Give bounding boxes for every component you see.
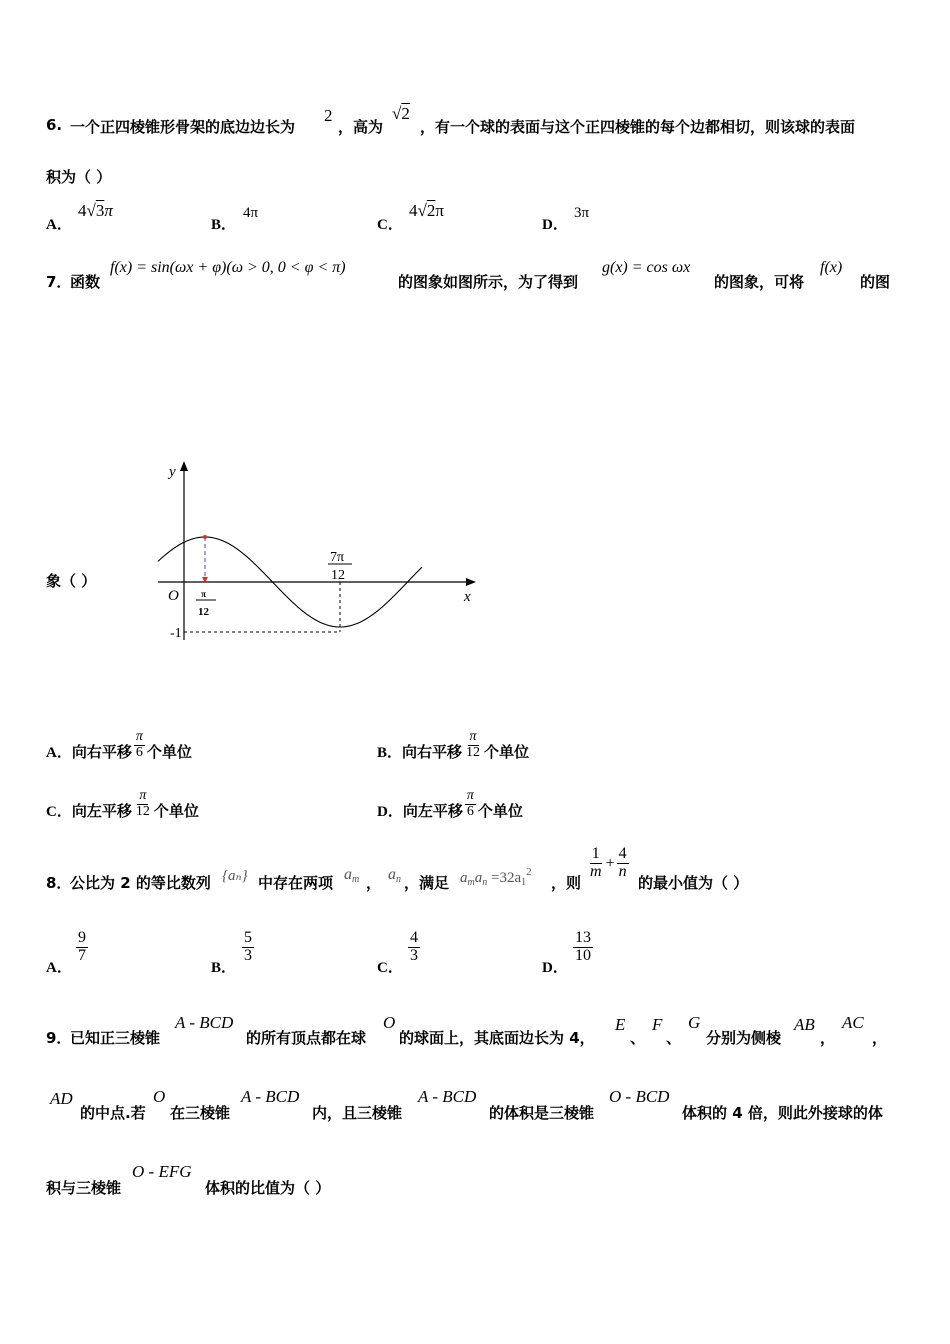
- q7-d-post: 个单位: [477, 802, 523, 820]
- q7-a-label: A．: [46, 745, 72, 761]
- q7-func-g: g(x) = cos ωx: [602, 259, 691, 276]
- q8-option-c-label: C．: [377, 960, 403, 976]
- q8-am-base: a: [344, 866, 352, 883]
- q7-sine-graph: [150, 455, 490, 655]
- q7-option-b: [377, 729, 530, 762]
- q9-text-g: 内，且三棱锥: [312, 1104, 403, 1122]
- q8-plus: +: [605, 854, 615, 872]
- q8-an: [388, 866, 401, 885]
- tick2-den: 12: [331, 568, 345, 583]
- q8-option-a-label: A．: [46, 960, 72, 976]
- q9-text-c: 的球面上，其底面边长为 4，: [399, 1029, 595, 1047]
- q9-math-o2: O: [153, 1087, 166, 1106]
- q7-func-f: f(x) = sin(ωx + φ)(ω > 0, 0 < φ < π): [110, 259, 346, 276]
- q7-b-den: 12: [466, 745, 481, 760]
- q8-frac1-num: 1: [591, 845, 600, 862]
- q7-d-num: π: [466, 788, 474, 804]
- q9-number: 9．: [46, 1029, 72, 1047]
- q7-d-den: 6: [466, 804, 474, 819]
- q7-c-den: 12: [135, 804, 150, 819]
- q8-sum-expr: [586, 846, 631, 881]
- q8-option-b-frac: [242, 930, 254, 965]
- q8-cond-a: a: [460, 870, 468, 886]
- q8-an-sub: n: [396, 874, 401, 885]
- q8-frac2-den: n: [618, 862, 627, 880]
- q8-b-num: 5: [244, 929, 252, 946]
- q8-option-c-frac: [408, 930, 420, 965]
- q7-number: 7．: [46, 273, 72, 291]
- q9-text-h: 的体积是三棱锥: [489, 1104, 595, 1122]
- q7-option-a: [46, 729, 192, 762]
- q9-text-f: 在三棱锥: [170, 1104, 231, 1122]
- q7-text-b: 的图象如图所示，为了得到: [398, 273, 579, 291]
- q9-text-d: 分别为侧棱: [706, 1029, 782, 1047]
- q7-a-post: 个单位: [146, 743, 192, 761]
- q6-c-radicand: 2: [426, 201, 436, 220]
- q6-option-a-expr: 4√3π: [78, 201, 113, 220]
- q8-frac1-den: m: [590, 862, 602, 880]
- q8-number: 8．: [46, 874, 72, 892]
- q9-math-abcd: A - BCD: [175, 1013, 234, 1032]
- q6-option-b-label: B．: [211, 217, 237, 233]
- q6-a-tail: π: [104, 201, 113, 220]
- q8-seq: {aₙ}: [222, 868, 248, 884]
- q9-math-e: E: [615, 1015, 626, 1034]
- q9-math-abcd3: A - BCD: [418, 1087, 477, 1106]
- q7-text-d: 的图: [860, 273, 891, 291]
- q8-frac2-num: 4: [618, 845, 627, 862]
- q7-func-f2: f(x): [820, 259, 843, 276]
- q9-math-oefg: O - EFG: [132, 1162, 192, 1181]
- q6-option-b-expr: 4π: [243, 205, 259, 221]
- q8-am-sub: m: [352, 874, 360, 885]
- q9-dun2: 、: [666, 1029, 682, 1047]
- q8-d-num: 13: [575, 929, 591, 946]
- y-axis-arrow: [180, 461, 188, 471]
- q6-option-c-label: C．: [377, 217, 403, 233]
- y-axis-label: y: [169, 464, 176, 480]
- q8-text-c: ，满足: [404, 874, 450, 892]
- q7-text-a: 函数: [70, 273, 101, 291]
- q6-option-d-expr: 3π: [574, 205, 590, 221]
- q6-c-tail: π: [435, 201, 444, 220]
- q9-text-i: 体积的 4 倍，则此外接球的体: [682, 1104, 883, 1122]
- q7-text-e: 象（ ）: [46, 572, 97, 590]
- q6-sqrt2-radicand: 2: [401, 104, 410, 123]
- q8-text-e: 的最小值为（ ）: [638, 874, 749, 892]
- q6-option-a-label: A．: [46, 217, 72, 233]
- q8-am: [344, 866, 359, 885]
- q9-math-g: G: [688, 1013, 701, 1032]
- q9-math-o: O: [383, 1013, 396, 1032]
- q8-sep: ，: [366, 874, 382, 892]
- q6-option-c-expr: 4√2π: [409, 201, 444, 220]
- q9-text-k: 体积的比值为（ ）: [205, 1179, 331, 1197]
- q6-text-a: 一个正四棱锥形骨架的底边边长为: [70, 118, 296, 136]
- q9-math-f: F: [652, 1015, 663, 1034]
- q8-b-den: 3: [244, 946, 252, 964]
- q9-math-ac: AC: [842, 1013, 864, 1032]
- q8-c-den: 3: [410, 946, 418, 964]
- tick1-num: π: [201, 589, 206, 599]
- q8-cond-a2: a: [474, 870, 483, 886]
- q6-c-coef: 4: [409, 201, 418, 220]
- q8-option-b-label: B．: [211, 960, 237, 976]
- q6-a-radicand: 3: [95, 201, 105, 220]
- q9-comma2: ，: [872, 1029, 888, 1047]
- q8-d-den: 10: [575, 946, 591, 964]
- q6-text-b: ，高为: [338, 118, 384, 136]
- q8-cond-sup: 2: [526, 866, 532, 878]
- q8-cond-sub-m: m: [467, 877, 475, 888]
- q9-math-ab: AB: [794, 1015, 815, 1034]
- origin-label: O: [168, 588, 179, 604]
- max-point-marker: [203, 535, 207, 539]
- q8-cond-eq: =32a: [487, 870, 522, 886]
- q7-text-c: 的图象，可将: [714, 273, 805, 291]
- q7-a-num: π: [135, 729, 143, 745]
- tick2-num: 7π: [330, 550, 345, 565]
- q7-d-label: D．: [377, 804, 403, 820]
- q7-c-pre: 向左平移: [71, 802, 132, 820]
- q8-cond-sub-n: n: [482, 877, 488, 888]
- q6-a-coef: 4: [78, 201, 87, 220]
- q8-text-a: 公比为 2 的等比数列: [70, 874, 211, 892]
- q8-c-num: 4: [410, 929, 418, 946]
- q8-a-num: 9: [78, 929, 86, 946]
- q7-b-post: 个单位: [484, 743, 530, 761]
- q6-text-c: ，有一个球的表面与这个正四棱锥的每个边都相切，则该球的表面: [420, 118, 856, 136]
- q7-c-num: π: [139, 788, 147, 804]
- q7-a-den: 6: [135, 745, 143, 760]
- x-axis-label: x: [464, 589, 471, 605]
- q8-condition: [460, 866, 532, 888]
- tick1-den: 12: [198, 606, 209, 618]
- q8-cond-sub-1: 1: [521, 877, 527, 888]
- x-axis-arrow: [466, 578, 476, 586]
- q9-text-a: 已知正三棱锥: [70, 1029, 161, 1047]
- q8-option-a-frac: [76, 930, 88, 965]
- q7-b-pre: 向右平移: [402, 743, 463, 761]
- q6-math-sqrt2: √2: [392, 104, 410, 123]
- q8-a-den: 7: [78, 946, 86, 964]
- q7-c-label: C．: [46, 804, 72, 820]
- q7-option-c: [46, 788, 199, 821]
- q7-a-pre: 向右平移: [71, 743, 132, 761]
- q7-d-pre: 向左平移: [402, 802, 463, 820]
- q8-text-d: ，则: [551, 874, 582, 892]
- q6-math-2: 2: [324, 106, 333, 125]
- q8-an-base: a: [388, 866, 396, 883]
- q9-comma1: ，: [820, 1029, 836, 1047]
- q9-text-j: 积与三棱锥: [46, 1179, 122, 1197]
- q9-dun1: 、: [630, 1029, 646, 1047]
- min-label: -1: [170, 626, 182, 641]
- q8-text-b: 中存在两项: [258, 874, 334, 892]
- q9-text-b: 的所有顶点都在球: [246, 1029, 367, 1047]
- q8-option-d-frac: [573, 930, 593, 965]
- q7-b-num: π: [469, 729, 477, 745]
- q7-option-d: [377, 788, 523, 821]
- q6-number: 6.: [46, 116, 63, 134]
- q7-b-label: B．: [377, 745, 403, 761]
- q6-option-d-label: D．: [542, 217, 568, 233]
- q9-text-e: 的中点.若: [80, 1104, 146, 1122]
- q6-text-d: 积为（ ）: [46, 168, 112, 186]
- q8-option-d-label: D．: [542, 960, 568, 976]
- q9-math-abcd2: A - BCD: [241, 1087, 300, 1106]
- q9-math-ad: AD: [50, 1089, 73, 1108]
- q9-math-obcd: O - BCD: [609, 1087, 670, 1106]
- q7-c-post: 个单位: [153, 802, 199, 820]
